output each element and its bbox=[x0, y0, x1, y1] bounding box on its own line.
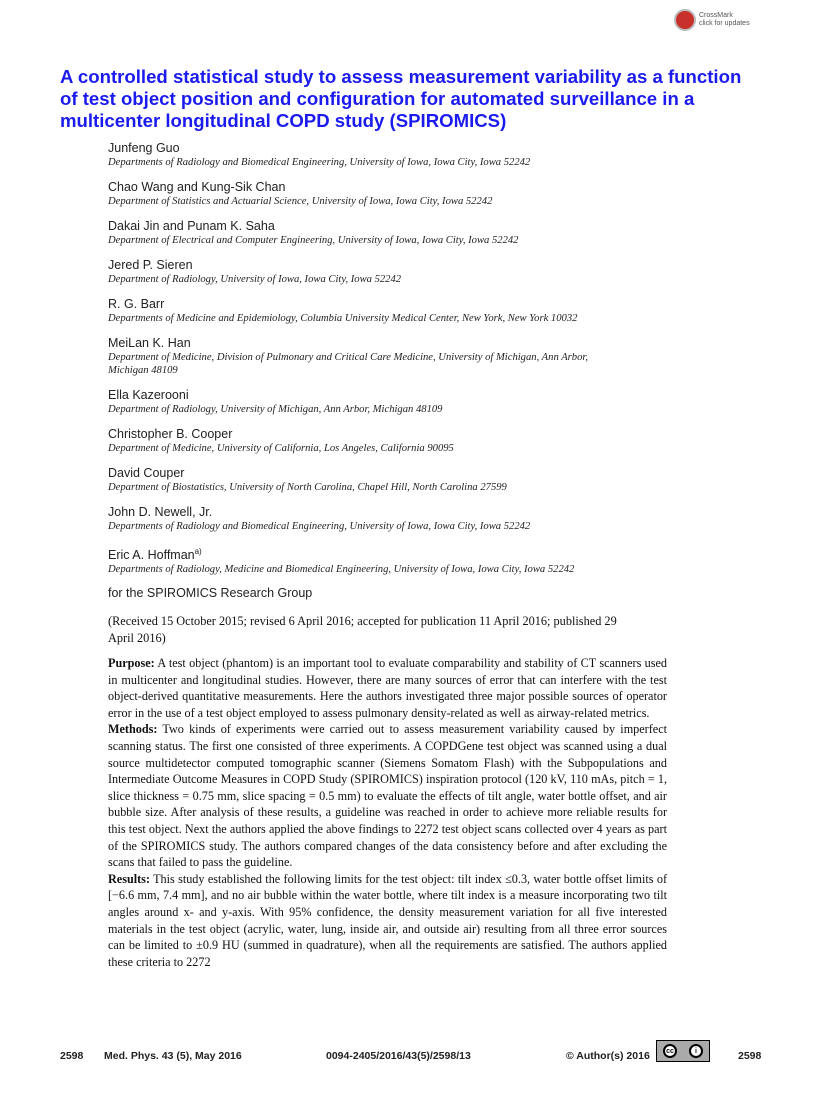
crossmark-sublabel: click for updates bbox=[699, 20, 750, 27]
author-entry bbox=[108, 336, 708, 377]
attribution-icon: i bbox=[689, 1044, 703, 1058]
author-affiliation: Departments of Radiology, Medicine and Biomedical Engineering, University of Iowa, Iowa City, Iowa 52242 bbox=[108, 564, 575, 576]
author-affiliation: Department of Radiology, University of Iowa, Iowa City, Iowa 52242 bbox=[108, 274, 402, 285]
author-name: David Couper bbox=[108, 466, 185, 480]
author-name: John D. Newell, Jr. bbox=[108, 505, 213, 519]
author-name: Christopher B. Cooper bbox=[108, 427, 233, 441]
author-affiliation: Department of Electrical and Computer Engineering, University of Iowa, Iowa City, Iowa 52242 bbox=[108, 235, 519, 246]
received-dates: (Received 15 October 2015; revised 6 April 2016; accepted for publication 11 April 2016; published 29 April 2016) bbox=[108, 614, 617, 645]
author-entry bbox=[108, 297, 708, 325]
page-number-right: 2598 bbox=[738, 1050, 762, 1062]
cc-icon: cc bbox=[663, 1044, 677, 1058]
author-entry bbox=[108, 466, 708, 494]
author-name: Jered P. Sieren bbox=[108, 258, 193, 272]
author-entry bbox=[108, 180, 708, 208]
author-name: Dakai Jin and Punam K. Saha bbox=[108, 219, 275, 233]
author-entry bbox=[108, 544, 708, 576]
author-affiliation: Departments of Radiology and Biomedical Engineering, University of Iowa, Iowa City, Iowa 52242 bbox=[108, 157, 531, 168]
author-name: R. G. Barr bbox=[108, 297, 165, 311]
doi-code: 0094-2405/2016/43(5)/2598/13 bbox=[326, 1050, 471, 1062]
journal-citation: Med. Phys. 43 (5), May 2016 bbox=[104, 1050, 242, 1062]
author-entry bbox=[108, 505, 708, 533]
author-entry bbox=[108, 219, 708, 247]
author-name: Ella Kazerooni bbox=[108, 388, 189, 402]
creative-commons-badge[interactable] bbox=[656, 1040, 710, 1062]
author-list bbox=[108, 141, 708, 601]
research-group: for the SPIROMICS Research Group bbox=[108, 586, 313, 601]
author-name: MeiLan K. Han bbox=[108, 336, 191, 350]
author-entry bbox=[108, 427, 708, 455]
footnote-marker[interactable]: a) bbox=[194, 547, 202, 556]
author-entry bbox=[108, 388, 708, 416]
author-entry bbox=[108, 258, 708, 286]
author-affiliation: Department of Biostatistics, University of North Carolina, Chapel Hill, North Carolina 27599 bbox=[108, 482, 507, 493]
author-name: Chao Wang and Kung-Sik Chan bbox=[108, 180, 286, 194]
author-affiliation: Department of Medicine, Division of Pulmonary and Critical Care Medicine, University of Michigan, Ann Arbor, Michigan 48109 bbox=[108, 352, 588, 376]
author-affiliation: Department of Medicine, University of California, Los Angeles, California 90095 bbox=[108, 443, 454, 454]
crossmark-badge[interactable] bbox=[674, 9, 750, 31]
author-name: Eric A. Hoffman$^{a)}$ bbox=[108, 547, 202, 563]
author-entry bbox=[108, 141, 708, 169]
crossmark-icon bbox=[674, 9, 696, 31]
author-affiliation: Departments of Radiology and Biomedical Engineering, University of Iowa, Iowa City, Iowa 52242 bbox=[108, 521, 531, 532]
author-affiliation: Department of Statistics and Actuarial Science, University of Iowa, Iowa City, Iowa 52242 bbox=[108, 196, 493, 207]
abstract-results: Results: This study established the following limits for the test object: tilt index ≤0.3, water bottle offset limits of [−6.6 mm, 7.4 mm], and no air bubble within the water bottle, where tilt index is a measure incorporating two tilt angles around x- and y-axis. With 95% confidence, the density measurement variation for all five interested materials in the test object (acrylic, water, lung, inside air, and outside air) resulting from all three error sources can be limited to ±0.9 HU (summed in quadrature), when all the requirements are satisfied. The authors applied these criteria to 2272 bbox=[108, 871, 667, 969]
abstract-purpose: Purpose: A test object (phantom) is an important tool to evaluate comparability and stability of CT scanners used in multicenter and longitudinal studies. However, there are many sources of error that can interfere with the test object-derived quantitative measurements. Here the authors investigated three major possible sources of operator error in the use of a test object employed to assess pulmonary density-related as well as airway-related metrics. bbox=[108, 656, 667, 720]
abstract-methods: Methods: Two kinds of experiments were carried out to assess measurement variability caused by imperfect scanning status. The first one consisted of three experiments. A COPDGene test object was scanned using a dual source multidetector computed tomographic scanner (Siemens Somatom Flash) with the Subpopulations and Intermediate Outcome Measures in COPD Study (SPIROMICS) inspiration protocol (120 kV, 110 mAs, pitch = 1, slice thickness = 0.75 mm, slice spacing = 0.5 mm) to evaluate the effects of tilt angle, water bottle offset, and air bubble size. After analysis of these results, a guideline was reached in order to achieve more reliable results for this test object. Next the authors applied the above findings to 2272 test object scans collected over 4 years as part of the SPIROMICS study. The authors compared changes of the data consistency before and after excluding the scans that failed to pass the guideline. bbox=[108, 722, 667, 870]
copyright: © Author(s) 2016 bbox=[566, 1050, 650, 1062]
paper-title: A controlled statistical study to assess measurement variability as a function of test object position and configuration for automated surveillance in a multicenter longitudinal COPD study (SPIROMICS) bbox=[60, 66, 742, 131]
crossmark-label: CrossMark bbox=[699, 12, 733, 19]
abstract bbox=[108, 655, 667, 970]
author-affiliation: Department of Radiology, University of Michigan, Ann Arbor, Michigan 48109 bbox=[108, 404, 443, 415]
page-number-left: 2598 bbox=[60, 1050, 84, 1062]
author-affiliation: Departments of Medicine and Epidemiology, Columbia University Medical Center, New York, New York 10032 bbox=[108, 313, 578, 324]
author-name: Junfeng Guo bbox=[108, 141, 180, 155]
